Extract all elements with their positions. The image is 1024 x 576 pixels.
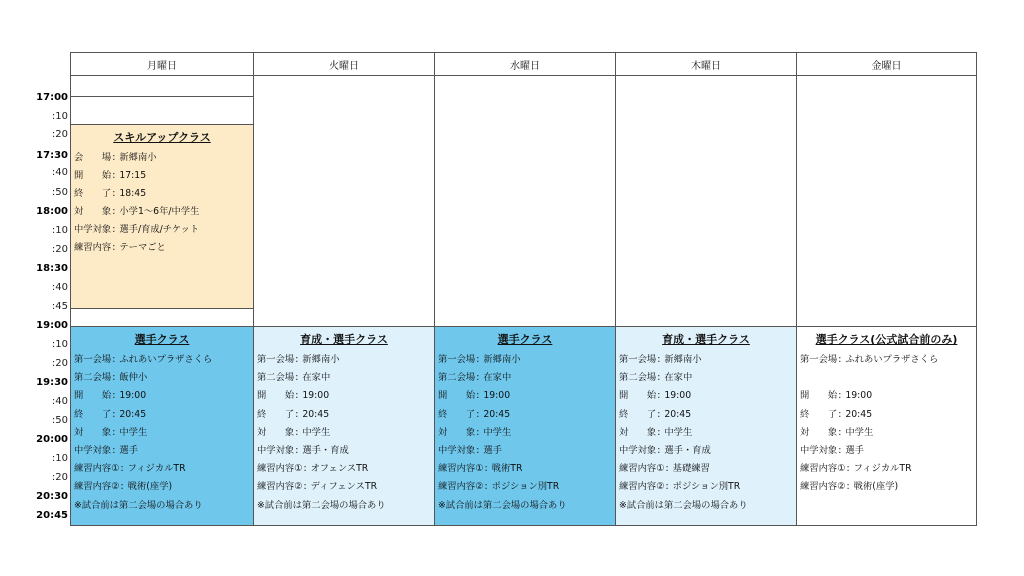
block-title: 選手クラス — [497, 333, 553, 346]
info-value: 20:45 — [845, 408, 873, 420]
info-key: 第一会場 — [438, 354, 476, 365]
note-row: ※試合前は第二会場の場合あり — [257, 499, 386, 511]
info-separator: : — [112, 170, 116, 182]
info-row — [71, 351, 253, 369]
info-value: 選手・育成 — [302, 445, 349, 457]
block-title: 育成・選手クラス — [662, 333, 750, 346]
info-key: 終 了 — [74, 408, 112, 420]
day-header-fri: 金曜日 — [796, 52, 977, 76]
info-key: 開 始 — [74, 170, 112, 182]
info-key: 第二会場 — [257, 372, 295, 384]
info-key: 練習内容① — [74, 463, 120, 475]
info-separator: : — [303, 481, 307, 493]
info-row — [71, 406, 253, 424]
info-value: フィジカルTR — [853, 463, 912, 475]
info-separator: : — [112, 354, 116, 365]
info-row — [71, 167, 253, 185]
info-separator: : — [838, 445, 842, 457]
info-key: 練習内容① — [619, 463, 665, 475]
day-header-mon: 月曜日 — [70, 52, 254, 76]
info-value: 選手・育成 — [664, 445, 711, 457]
info-key: 練習内容 — [74, 242, 112, 254]
time-label: :40 — [51, 167, 68, 178]
time-label: 17:30 — [36, 150, 68, 161]
info-value: 新郷南小 — [664, 354, 702, 365]
info-separator: : — [657, 354, 661, 365]
info-key: 練習内容① — [257, 463, 303, 475]
info-value: 戦術TR — [491, 463, 523, 475]
info-row — [797, 460, 976, 478]
info-value: 中学生 — [483, 426, 512, 438]
info-value: ディフェンスTR — [310, 481, 378, 493]
info-key: 対 象 — [800, 426, 838, 438]
info-separator: : — [476, 426, 480, 438]
info-row — [435, 369, 615, 387]
info-separator: : — [657, 445, 661, 457]
info-key: 中学対象 — [800, 445, 838, 457]
info-key: 練習内容② — [800, 481, 846, 493]
info-row — [71, 478, 253, 496]
info-separator: : — [476, 445, 480, 457]
info-row — [435, 424, 615, 442]
info-value: フィジカルTR — [127, 463, 186, 475]
info-key: 第一会場 — [257, 354, 295, 365]
info-value: 基礎練習 — [672, 463, 710, 475]
info-separator: : — [657, 408, 661, 420]
time-label: 17:00 — [36, 92, 68, 103]
time-label: :10 — [51, 339, 68, 350]
info-value: テーマごと — [119, 242, 166, 254]
time-label: :10 — [51, 111, 68, 122]
info-value: 在家中 — [302, 372, 331, 384]
info-value: 新郷南小 — [119, 152, 157, 163]
info-key: 練習内容② — [257, 481, 303, 493]
info-separator: : — [665, 481, 669, 493]
info-separator: : — [112, 408, 116, 420]
time-label: :10 — [51, 225, 68, 236]
info-value: ポジション別TR — [491, 481, 560, 493]
info-separator: : — [838, 426, 842, 438]
info-row — [435, 460, 615, 478]
info-key: 第二会場 — [438, 372, 476, 384]
time-label: :40 — [51, 396, 68, 407]
info-separator: : — [476, 390, 480, 402]
info-row — [71, 424, 253, 442]
info-row — [616, 369, 796, 387]
info-separator: : — [295, 354, 299, 365]
info-separator: : — [657, 372, 661, 384]
info-row — [797, 478, 976, 496]
time-label: :20 — [51, 129, 68, 140]
info-separator: : — [295, 372, 299, 384]
info-row — [616, 351, 796, 369]
info-value: 17:15 — [119, 170, 147, 182]
info-row — [797, 387, 976, 405]
info-key: 対 象 — [438, 426, 476, 438]
time-label: :50 — [51, 187, 68, 198]
info-key: 開 始 — [74, 390, 112, 402]
info-key: 開 始 — [438, 390, 476, 402]
info-separator: : — [476, 372, 480, 384]
info-key: 練習内容① — [438, 463, 484, 475]
info-value: 飯仲小 — [119, 372, 148, 384]
info-value: 在家中 — [664, 372, 693, 384]
time-label: :20 — [51, 472, 68, 483]
info-key: 練習内容① — [800, 463, 846, 475]
info-row — [71, 442, 253, 460]
info-value: 戦術(座学) — [853, 481, 899, 493]
time-label: 20:45 — [36, 510, 68, 521]
info-key: 練習内容② — [438, 481, 484, 493]
info-key: 中学対象 — [74, 224, 112, 236]
info-row — [435, 387, 615, 405]
info-key: 対 象 — [74, 426, 112, 438]
info-key: 終 了 — [619, 408, 657, 420]
info-value: 20:45 — [302, 408, 330, 420]
info-separator: : — [112, 372, 116, 384]
info-value: 19:00 — [845, 390, 873, 402]
info-row — [71, 369, 253, 387]
info-row — [254, 351, 434, 369]
info-row — [616, 424, 796, 442]
info-value: 19:00 — [302, 390, 330, 402]
info-value: 選手/育成/チケット — [119, 224, 200, 236]
info-separator: : — [303, 463, 307, 475]
info-row — [797, 442, 976, 460]
monday-row-line — [70, 96, 253, 97]
info-key: 対 象 — [74, 206, 112, 218]
block-title: 選手クラス — [134, 333, 190, 346]
info-key: 第一会場 — [800, 354, 838, 365]
info-separator: : — [295, 445, 299, 457]
time-label: 19:00 — [36, 320, 68, 331]
note-row: ※試合前は第二会場の場合あり — [438, 499, 567, 511]
info-row — [435, 478, 615, 496]
evening-class-block-thu[interactable] — [615, 326, 797, 526]
info-row — [254, 369, 434, 387]
time-label: 18:00 — [36, 206, 68, 217]
info-key: 中学対象 — [438, 445, 476, 457]
note-row: ※試合前は第二会場の場合あり — [74, 499, 203, 511]
info-key: 第二会場 — [74, 372, 112, 384]
info-row — [616, 406, 796, 424]
info-key: 中学対象 — [74, 445, 112, 457]
info-separator: : — [295, 426, 299, 438]
info-separator: : — [838, 408, 842, 420]
time-label: 18:30 — [36, 263, 68, 274]
info-key: 中学対象 — [619, 445, 657, 457]
info-value: 小学1～6年/中学生 — [119, 206, 200, 218]
info-value: ふれあいプラザさくら — [119, 354, 213, 365]
info-separator: : — [295, 390, 299, 402]
block-title: 選手クラス(公式試合前のみ) — [815, 333, 958, 346]
info-separator: : — [838, 354, 842, 365]
info-separator: : — [846, 481, 850, 493]
info-row — [616, 387, 796, 405]
info-value: 19:00 — [483, 390, 511, 402]
evening-class-block-wed[interactable] — [434, 326, 616, 526]
info-value: 選手 — [119, 445, 138, 457]
time-label: 20:00 — [36, 434, 68, 445]
info-value: 20:45 — [483, 408, 511, 420]
info-separator: : — [112, 152, 116, 163]
info-value: オフェンスTR — [310, 463, 369, 475]
info-key: 終 了 — [74, 188, 112, 200]
info-row — [254, 460, 434, 478]
info-row — [254, 424, 434, 442]
info-row — [71, 239, 253, 257]
info-key: 対 象 — [257, 426, 295, 438]
time-label: 19:30 — [36, 377, 68, 388]
info-key: 第一会場 — [74, 354, 112, 365]
info-row — [254, 406, 434, 424]
evening-class-block-tue[interactable] — [253, 326, 435, 526]
info-key: 練習内容② — [74, 481, 120, 493]
info-separator: : — [120, 463, 124, 475]
info-value: 戦術(座学) — [127, 481, 173, 493]
info-value: 19:00 — [664, 390, 692, 402]
evening-class-block-mon[interactable] — [70, 326, 254, 526]
info-separator: : — [112, 206, 116, 218]
info-row — [71, 185, 253, 203]
block-title: 育成・選手クラス — [300, 333, 388, 346]
info-row — [616, 460, 796, 478]
info-row — [797, 424, 976, 442]
day-header-tue: 火曜日 — [253, 52, 435, 76]
info-separator: : — [476, 354, 480, 365]
info-value: 18:45 — [119, 188, 147, 200]
time-label: :10 — [51, 453, 68, 464]
info-separator: : — [112, 242, 116, 254]
time-label: :20 — [51, 244, 68, 255]
info-value: 中学生 — [302, 426, 331, 438]
info-row — [71, 387, 253, 405]
info-key: 開 始 — [257, 390, 295, 402]
info-separator: : — [484, 463, 488, 475]
info-value: 選手 — [845, 445, 864, 457]
info-separator: : — [846, 463, 850, 475]
info-row — [254, 442, 434, 460]
info-row — [435, 442, 615, 460]
day-header-wed: 水曜日 — [434, 52, 616, 76]
info-separator: : — [112, 188, 116, 200]
info-value: 中学生 — [664, 426, 693, 438]
skillup-class-block[interactable] — [70, 124, 254, 309]
info-value: 新郷南小 — [483, 354, 521, 365]
info-row — [71, 221, 253, 239]
info-separator: : — [112, 224, 116, 236]
info-separator: : — [484, 481, 488, 493]
time-label: :40 — [51, 282, 68, 293]
info-separator: : — [112, 390, 116, 402]
info-row — [71, 460, 253, 478]
info-row — [71, 203, 253, 221]
info-separator: : — [112, 426, 116, 438]
info-separator: : — [665, 463, 669, 475]
info-row — [435, 406, 615, 424]
info-row — [435, 351, 615, 369]
info-separator: : — [657, 426, 661, 438]
info-key: 開 始 — [800, 390, 838, 402]
info-key: 終 了 — [257, 408, 295, 420]
time-label: :45 — [51, 301, 68, 312]
info-key: 対 象 — [619, 426, 657, 438]
info-separator: : — [112, 445, 116, 457]
info-separator: : — [295, 408, 299, 420]
info-value: 中学生 — [845, 426, 874, 438]
info-separator: : — [657, 390, 661, 402]
info-row — [254, 387, 434, 405]
time-label: :20 — [51, 358, 68, 369]
info-key: 第二会場 — [619, 372, 657, 384]
info-row — [71, 149, 253, 167]
info-key: 開 始 — [619, 390, 657, 402]
info-row — [616, 478, 796, 496]
info-separator: : — [476, 408, 480, 420]
info-value: 新郷南小 — [302, 354, 340, 365]
info-key: 練習内容② — [619, 481, 665, 493]
info-key: 第一会場 — [619, 354, 657, 365]
info-value: 選手 — [483, 445, 502, 457]
info-key: 終 了 — [800, 408, 838, 420]
info-separator: : — [838, 390, 842, 402]
info-separator: : — [120, 481, 124, 493]
info-value: 20:45 — [119, 408, 147, 420]
info-row — [797, 351, 976, 369]
day-header-thu: 木曜日 — [615, 52, 797, 76]
info-row — [616, 442, 796, 460]
info-key: 終 了 — [438, 408, 476, 420]
note-row: ※試合前は第二会場の場合あり — [619, 499, 748, 511]
info-row — [254, 478, 434, 496]
evening-class-block-fri[interactable] — [796, 326, 977, 526]
time-label: :50 — [51, 415, 68, 426]
info-value: 20:45 — [664, 408, 692, 420]
info-row — [797, 406, 976, 424]
block-title: スキルアップクラス — [113, 131, 211, 144]
info-value: ふれあいプラザさくら — [845, 354, 939, 365]
info-key: 会 場 — [74, 152, 112, 163]
info-value: 19:00 — [119, 390, 147, 402]
info-value: ポジション別TR — [672, 481, 741, 493]
info-key: 中学対象 — [257, 445, 295, 457]
time-label: 20:30 — [36, 491, 68, 502]
info-value: 中学生 — [119, 426, 148, 438]
info-value: 在家中 — [483, 372, 512, 384]
info-row — [797, 369, 976, 387]
